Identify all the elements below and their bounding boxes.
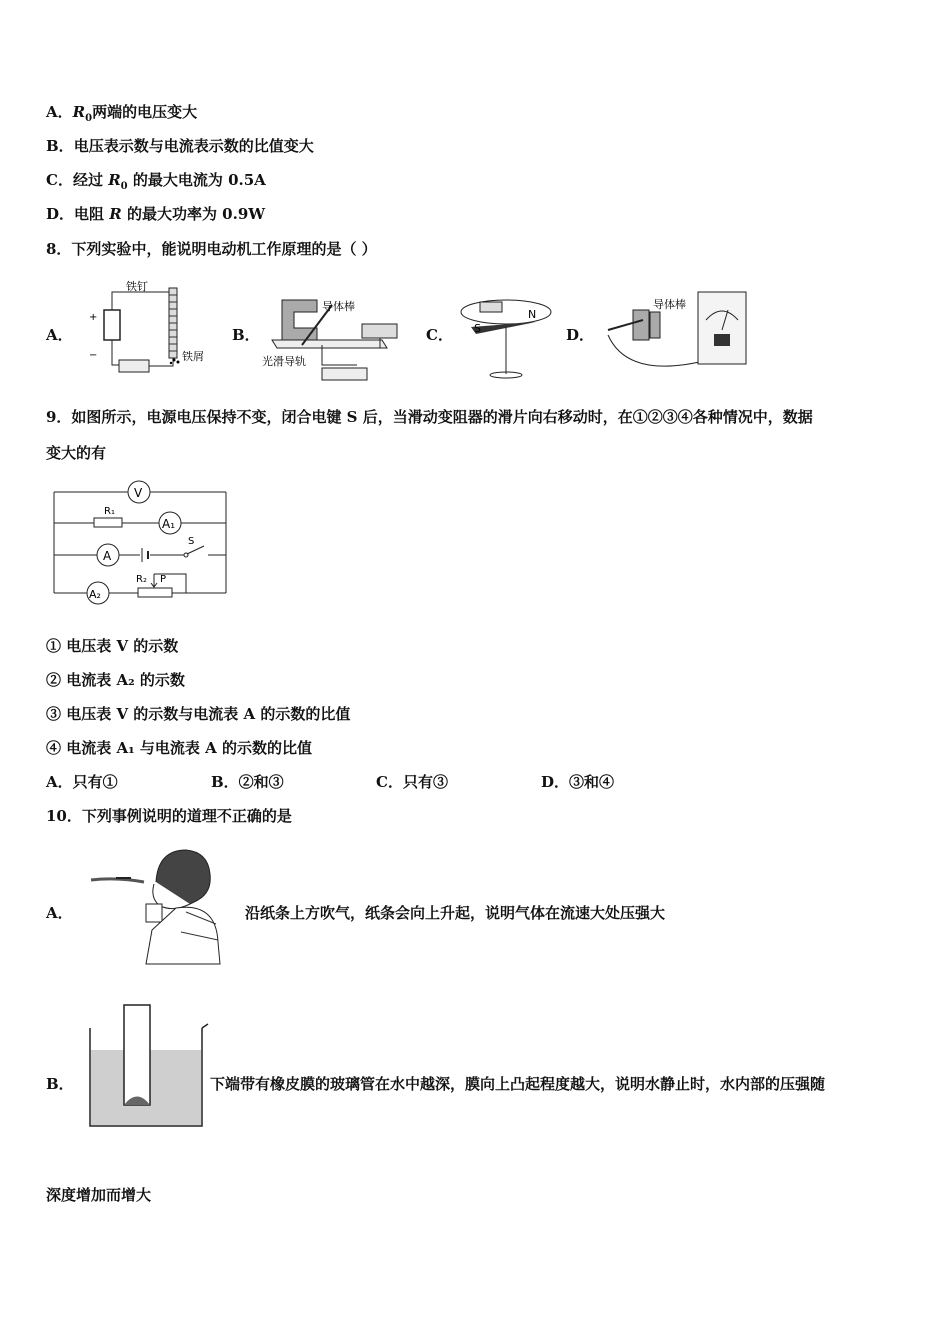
svg-text:光滑导轨: 光滑导轨 bbox=[262, 355, 306, 368]
svg-text:+: + bbox=[89, 312, 98, 323]
q9-option-a: A．只有① bbox=[46, 773, 118, 791]
q10-stem: 10．下列事例说明的道理不正确的是 bbox=[46, 807, 292, 825]
q8-option-a-letter: A． bbox=[46, 326, 73, 344]
q10-option-b-text: 下端带有橡皮膜的玻璃管在水中越深，膜向上凸起程度越大，说明水静止时，水内部的压强随 bbox=[210, 1075, 826, 1093]
svg-text:A: A bbox=[103, 549, 112, 563]
q8-figure-b bbox=[262, 290, 412, 385]
q10-figure-a-blowing-paper bbox=[86, 842, 226, 967]
q10-option-a-letter: A． bbox=[46, 904, 73, 922]
q9-option-c: C．只有③ bbox=[376, 773, 448, 791]
svg-text:铁屑: 铁屑 bbox=[182, 350, 204, 363]
q10-option-a-text: 沿纸条上方吹气，纸条会向上升起，说明气体在流速大处压强大 bbox=[245, 904, 666, 922]
svg-text:−: − bbox=[89, 350, 98, 361]
svg-text:导体棒: 导体棒 bbox=[322, 300, 355, 313]
q8-figure-d bbox=[598, 290, 758, 380]
svg-text:R₂: R₂ bbox=[136, 574, 147, 585]
q7-option-d: D．电阻 R 的最大功率为 0.9W bbox=[46, 205, 266, 223]
svg-text:A₁: A₁ bbox=[162, 517, 176, 531]
svg-text:A₂: A₂ bbox=[89, 588, 101, 601]
q7-option-a: A．$R_0$两端的电压变大 bbox=[46, 103, 198, 124]
svg-text:N: N bbox=[528, 308, 537, 321]
q9-option-d: D．③和④ bbox=[541, 773, 615, 791]
q9-item-3: ③ 电压表 V 的示数与电流表 A 的示数的比值 bbox=[46, 705, 351, 723]
q8-stem: 8．下列实验中，能说明电动机工作原理的是（ ） bbox=[46, 240, 377, 258]
q8-option-c-letter: C． bbox=[426, 326, 453, 344]
svg-text:R₁: R₁ bbox=[104, 506, 115, 517]
q9-item-2: ② 电流表 A₂ 的示数 bbox=[46, 671, 185, 689]
svg-text:P: P bbox=[160, 574, 167, 585]
svg-text:铁钉: 铁钉 bbox=[126, 280, 148, 293]
q7-option-b: B．电压表示数与电流表示数的比值变大 bbox=[46, 137, 314, 155]
q9-item-4: ④ 电流表 A₁ 与电流表 A 的示数的比值 bbox=[46, 739, 312, 757]
q9-option-b: B．②和③ bbox=[211, 773, 284, 791]
q9-stem-line1: 9．如图所示，电源电压保持不变，闭合电键 S 后，当滑动变阻器的滑片向右移动时，在①②③④各种情况中，数据 bbox=[46, 408, 813, 426]
q7-option-c: C．经过 $R_0$ 的最大电流为 0.5A bbox=[46, 171, 266, 192]
q8-figure-c bbox=[456, 282, 556, 382]
q10-figure-b-glass-tube bbox=[84, 1000, 209, 1132]
q8-option-b-letter: B． bbox=[232, 326, 260, 344]
svg-text:S: S bbox=[188, 536, 195, 547]
q10-option-b-continued: 深度增加而增大 bbox=[46, 1186, 152, 1204]
svg-text:S: S bbox=[474, 322, 481, 335]
q8-figure-a bbox=[84, 280, 219, 380]
q9-stem-line2: 变大的有 bbox=[46, 444, 107, 462]
svg-text:V: V bbox=[134, 486, 143, 500]
q8-option-d-letter: D． bbox=[566, 326, 595, 344]
svg-text:导体棒: 导体棒 bbox=[653, 298, 686, 311]
q10-option-b-letter: B． bbox=[46, 1075, 74, 1093]
q9-circuit-diagram bbox=[46, 478, 236, 608]
q9-item-1: ① 电压表 V 的示数 bbox=[46, 637, 179, 655]
